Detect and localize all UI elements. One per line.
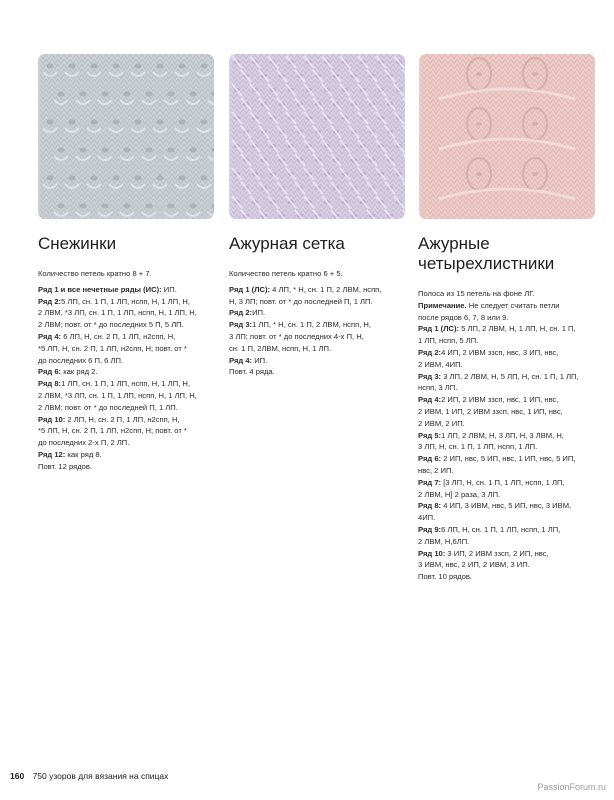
row-text: 5 ЛП, сн. 1 П, 1 ЛП, нспп, Н, 1 ЛП, Н, (61, 296, 191, 306)
instruction-line (38, 414, 218, 426)
row-text: Н, 3 ЛП; повт. от * до последней П, 1 ЛП. (229, 296, 373, 306)
instruction-line (229, 331, 409, 343)
instruction-line (418, 312, 604, 324)
row-text: 4ИП. (418, 513, 436, 523)
instruction-line (418, 548, 604, 560)
page-number: 160 (10, 771, 25, 781)
instruction-line (229, 307, 409, 319)
row-text: 2 ЛВМ, Н] 2 раза, 3 ЛП. (418, 489, 501, 499)
instruction-line (38, 449, 218, 461)
row-label: Примечание. (418, 300, 467, 310)
instruction-line (418, 500, 604, 512)
instruction-line (418, 512, 604, 524)
row-text: до последних 2-х П, 2 ЛП. (38, 438, 130, 448)
row-text: 2 ИВМ, 2 ИП. (418, 418, 465, 428)
row-text: 2 ИП, нвс, 5 ИП, нвс, 1 ИП, нвс, 5 ИП, (441, 454, 576, 464)
instruction-line (418, 453, 604, 465)
row-text: 5 ЛП, 2 ЛВМ, Н, 1 ЛП, Н, сн. 1 П, (459, 324, 576, 334)
knit-texture (419, 54, 595, 219)
instruction-line (38, 390, 218, 402)
row-text: до последних 6 П, 6 ЛП. (38, 355, 124, 365)
row-label: Ряд 1 (ЛС): (229, 284, 271, 294)
row-text: 3 ЛП, 2 ЛВМ, Н, 5 ЛП, Н, сн. 1 П, 1 ЛП, (441, 371, 579, 381)
instruction-line (38, 284, 218, 296)
instruction-line (229, 296, 409, 308)
swatch-snowflakes-photo (38, 54, 214, 219)
row-text: после рядов 6, 7, 8 или 9. (418, 312, 509, 322)
pattern-snowflakes (38, 234, 218, 473)
row-label: Ряд 1 и все нечетные ряды (ИС): (38, 284, 162, 294)
row-text: 2 ЛВМ; повт. от * до последней П, 1 ЛП. (38, 402, 178, 412)
row-text: Не следует считать петли (466, 300, 560, 310)
instruction-line (418, 323, 604, 335)
row-text: 2 ЛВМ, *3 ЛП, сн. 1 П, 1 ЛП, нспп, Н, 1 ЛП, Н, (38, 390, 197, 400)
row-text: 2 ЛВМ, Н,6ЛП. (418, 536, 470, 546)
instruction-line (418, 571, 604, 583)
row-text: 4 ИП, 2 ИВМ ззсп, нвс, 3 ИП, нвс, (441, 347, 559, 357)
row-text: 2 ИВМ, 4ИП. (418, 359, 463, 369)
row-label: Ряд 2: (229, 308, 253, 318)
row-label: Ряд 8: (38, 379, 62, 389)
row-text: Повт. 12 рядов. (38, 461, 93, 471)
instruction-line (418, 300, 604, 312)
row-label: Ряд 2: (38, 296, 62, 306)
instruction-line (418, 335, 604, 347)
row-text: ИП. (252, 355, 268, 365)
instruction-line (418, 347, 604, 359)
instruction-line (418, 418, 604, 430)
swatch-quatrefoil-photo (419, 54, 595, 219)
instruction-line (38, 378, 218, 390)
row-text: Количество петель кратно 8 + 7. (38, 269, 152, 278)
instruction-line (229, 343, 409, 355)
instruction-line (38, 461, 218, 473)
instruction-line (38, 425, 218, 437)
row-text: *5 ЛП, Н, сн. 2 П, 1 ЛП, н2спп, Н; повт. от * (38, 343, 187, 353)
pattern-lace-mesh (229, 234, 409, 378)
instruction-line (38, 268, 218, 280)
row-text: 2 ЛВМ; повт. от * до последних 5 П, 5 ЛП. (38, 320, 184, 330)
instruction-line (418, 382, 604, 394)
pattern-title: Снежинки (38, 234, 117, 253)
row-text: 2 ИП, 2 ИВМ ззсп, нвс, 1 ИП, нвс, (441, 395, 559, 405)
row-text: 4 ЛП, * Н, сн. 1 П, 2 ЛВМ, нспп, (270, 284, 382, 294)
instruction-line (418, 524, 604, 536)
pattern-instructions (38, 268, 218, 473)
row-text: 1 ЛП, * Н, сн. 1 П, 2 ЛВМ, нспп, Н, (252, 320, 372, 330)
row-text: 3 ЛП; повт. от * до последних 4-х П, Н, (229, 331, 364, 341)
pattern-instructions (418, 288, 604, 583)
page-footer (10, 771, 168, 781)
instruction-line (38, 331, 218, 343)
pattern-title: Ажурная сетка (229, 234, 345, 253)
row-text: ИП. (161, 284, 177, 294)
instruction-line (418, 406, 604, 418)
row-label: Ряд 10: (38, 414, 66, 424)
row-text: сн. 1 П, 2ЛВМ, нспп, Н, 1 ЛП. (229, 343, 332, 353)
row-text: 2 ИВМ, 1 ИП, 2 ИВМ ззсп, нвс, 1 ИП, нвс, (418, 406, 563, 416)
row-label: Ряд 12: (38, 449, 66, 459)
instruction-line (38, 402, 218, 414)
row-label: Ряд 3: (229, 320, 253, 330)
instruction-line (229, 268, 409, 280)
instruction-line (418, 371, 604, 383)
instruction-line (229, 284, 409, 296)
row-label: Ряд 9: (418, 524, 442, 534)
instruction-line (38, 355, 218, 367)
row-text: 6 ЛП, Н, сн. 2 П, 1 ЛП, н2спп, Н, (61, 331, 176, 341)
pattern-title: Ажурные четырехлистники (418, 234, 555, 273)
row-text: 1 ЛП, нспп, 5 ЛП. (418, 336, 479, 346)
instruction-line (229, 319, 409, 331)
row-text: нспп, 3 ЛП. (418, 383, 458, 393)
row-text: Количество петель кратно 6 + 5. (229, 269, 343, 278)
row-label: Ряд 6: (418, 454, 442, 464)
knit-texture (38, 54, 214, 219)
instruction-line (229, 355, 409, 367)
row-text: 2 ЛВМ, *3 ЛП, сн. 1 П, 1 ЛП, нспп, Н, 1 ЛП, Н, (38, 308, 197, 318)
row-text: 1 ЛП, сн. 1 П, 1 ЛП, нспп, Н, 1 ЛП, Н, (61, 379, 191, 389)
instruction-line (38, 307, 218, 319)
row-text: 3 ЛП, Н, сн. 1 П, 1 ЛП, нспп, 1 ЛП. (418, 442, 538, 452)
instruction-line (418, 359, 604, 371)
row-text: как ряд 8. (65, 449, 102, 459)
instruction-line (418, 441, 604, 453)
row-text: 4 ИП, 3 ИВМ, нвс, 5 ИП, нвс, 3 ИВМ, (441, 501, 572, 511)
instruction-line (418, 394, 604, 406)
book-title: 750 узоров для вязания на спицах (32, 771, 169, 781)
row-label: Ряд 4: (229, 355, 253, 365)
instruction-line (418, 559, 604, 571)
row-label: Ряд 7: (418, 477, 442, 487)
pattern-quatrefoil (418, 234, 604, 583)
row-text: Повт. 10 рядов. (418, 572, 473, 582)
instruction-line (38, 319, 218, 331)
instruction-line (418, 288, 604, 300)
instruction-line (418, 536, 604, 548)
instruction-line (38, 343, 218, 355)
knit-texture (229, 54, 405, 219)
row-text: как ряд 2. (61, 367, 98, 377)
instruction-line (418, 489, 604, 501)
instruction-line (38, 366, 218, 378)
instruction-line (229, 366, 409, 378)
row-label: Ряд 5: (418, 430, 442, 440)
row-text: Повт. 4 ряда. (229, 367, 275, 377)
instruction-line (38, 437, 218, 449)
row-label: Ряд 1 (ЛС): (418, 324, 460, 334)
row-label: Ряд 3: (418, 371, 442, 381)
row-text: 3 ИП, 2 ИВМ ззсп, 2 ИП, нвс, (445, 548, 549, 558)
instruction-line (38, 296, 218, 308)
row-text: *5 ЛП, Н, сн. 2 П, 1 ЛП, н2спп, Н; повт. от * (38, 426, 187, 436)
row-label: Ряд 4: (38, 331, 62, 341)
row-text: 2 ЛП, Н, сн. 2 П, 1 ЛП, н2спп, Н, (65, 414, 180, 424)
row-text: [3 ЛП, Н, сн. 1 П, 1 ЛП, нспп, 1 ЛП, (441, 477, 565, 487)
row-text: ИП. (252, 308, 266, 318)
row-text: Полоса из 15 петель на фоне ЛГ. (418, 289, 535, 298)
instruction-line (418, 477, 604, 489)
row-text: 1 ЛП, 2 ЛВМ, Н, 3 ЛП, Н, 3 ЛВМ, Н, (441, 430, 564, 440)
row-label: Ряд 4: (418, 395, 442, 405)
row-label: Ряд 8: (418, 501, 442, 511)
instruction-line (418, 465, 604, 477)
row-label: Ряд 10: (418, 548, 446, 558)
swatch-lace-mesh-photo (229, 54, 405, 219)
row-label: Ряд 2: (418, 347, 442, 357)
instruction-line (418, 430, 604, 442)
row-text: 6 ЛП, Н, сн. 1 П, 1 ЛП, нспп, 1 ЛП, (441, 524, 561, 534)
row-text: 3 ИВМ, нвс, 2 ИП, 2 ИВМ, 3 ИП. (418, 560, 530, 570)
watermark: PassionForum.ru (537, 782, 606, 792)
row-text: нвс, 2 ИП. (418, 465, 454, 475)
row-label: Ряд 6: (38, 367, 62, 377)
pattern-instructions (229, 268, 409, 378)
